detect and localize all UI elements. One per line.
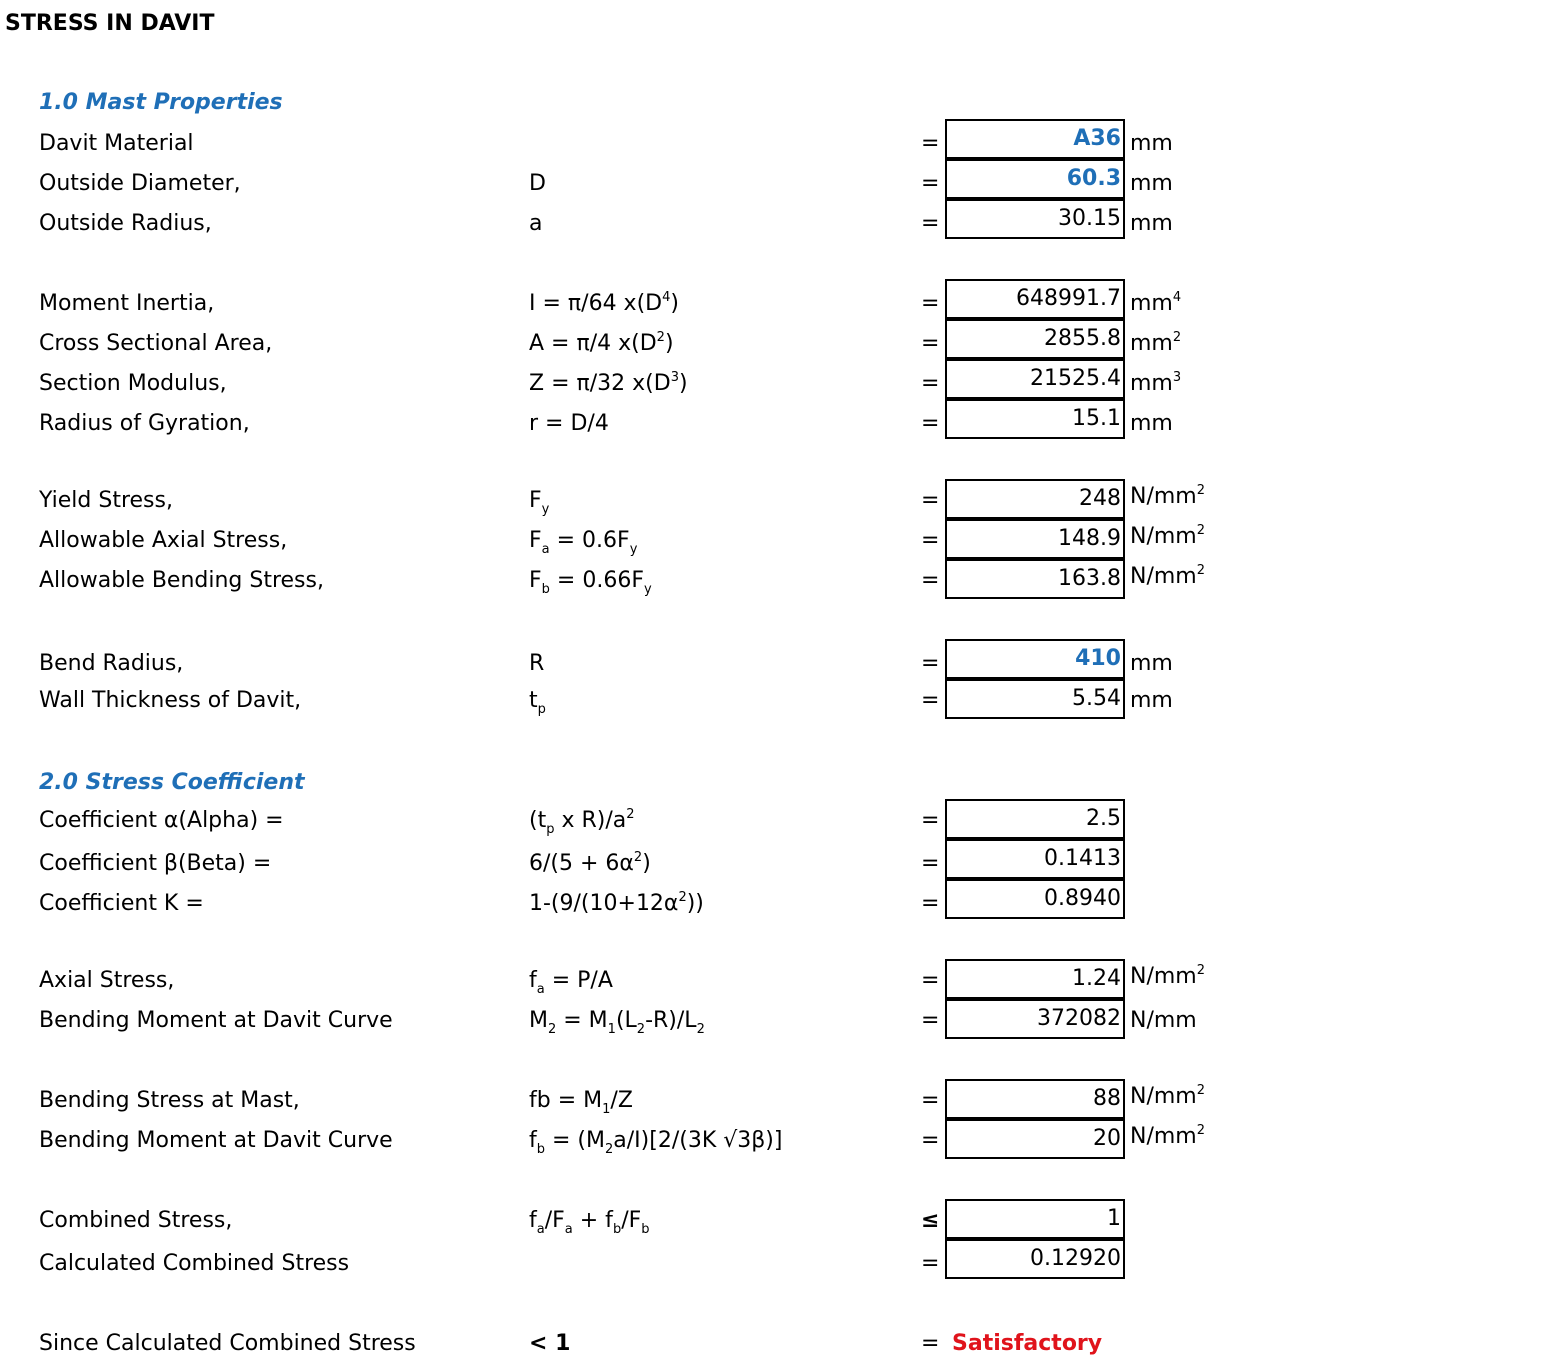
label-moment-inertia: Moment Inertia, xyxy=(39,291,215,316)
result-status: Satisfactory xyxy=(952,1331,1103,1356)
formula-bending-moment-davit-curve-2: $f_b = (M_2a/I)[2/(3K$ √3β)] xyxy=(529,1128,783,1157)
equals-sign: = xyxy=(921,411,940,436)
label-coefficient-alpha: Coefficient α(Alpha) = xyxy=(39,808,284,833)
formula-radius-of-gyration: r = D/4 xyxy=(529,411,609,436)
equals-sign: = xyxy=(921,488,940,513)
value-allowable-bending-stress: 163.8 xyxy=(1058,566,1121,591)
value-coefficient-k: 0.8940 xyxy=(1044,886,1121,911)
value-davit-material: A36 xyxy=(1073,126,1121,151)
value-cell-bend-radius[interactable] xyxy=(945,639,1125,679)
equals-sign: = xyxy=(921,528,940,553)
unit-cross-sectional-area: $mm^2$ xyxy=(1130,330,1182,356)
value-cell-coefficient-k[interactable] xyxy=(945,879,1125,919)
value-cell-combined-stress[interactable] xyxy=(945,1199,1125,1239)
label-outside-radius: Outside Radius, xyxy=(39,211,212,236)
unit-bend-radius: mm xyxy=(1130,651,1173,676)
label-bending-stress-mast: Bending Stress at Mast, xyxy=(39,1088,300,1113)
value-outside-radius: 30.15 xyxy=(1058,206,1121,231)
value-moment-inertia: 648991.7 xyxy=(1016,286,1121,311)
value-axial-stress: 1.24 xyxy=(1072,966,1121,991)
formula-coefficient-k: $1-(9/(10+12\alpha^2))$ xyxy=(529,890,704,916)
equals-sign: = xyxy=(921,331,940,356)
formula-wall-thickness: $t_p$ xyxy=(529,688,546,717)
value-bending-moment-davit-curve: 372082 xyxy=(1037,1006,1121,1031)
value-cell-wall-thickness[interactable] xyxy=(945,679,1125,719)
value-cell-section-modulus[interactable] xyxy=(945,359,1125,399)
unit-allowable-bending-stress: $N/mm^2$ xyxy=(1130,563,1206,589)
equals-sign: = xyxy=(921,1008,940,1033)
value-yield-stress: 248 xyxy=(1079,486,1121,511)
formula-bending-moment-davit-curve: $M_2 = M_1(L_2-R)/L_2$ xyxy=(529,1008,705,1037)
unit-outside-diameter: mm xyxy=(1130,171,1173,196)
page-title: STRESS IN DAVIT xyxy=(5,11,215,36)
equals-sign: = xyxy=(921,1251,940,1276)
label-yield-stress: Yield Stress, xyxy=(39,488,173,513)
value-cell-yield-stress[interactable] xyxy=(945,479,1125,519)
equals-sign: = xyxy=(921,211,940,236)
unit-radius-of-gyration: mm xyxy=(1130,411,1173,436)
equals-sign: = xyxy=(921,808,940,833)
formula-cross-sectional-area: A = π/4 $x(D^2)$ xyxy=(529,330,674,356)
formula-moment-inertia: I = π/64 $x(D^4)$ xyxy=(529,290,679,316)
formula-combined-stress: $f_a/F_a + f_b/F_b$ xyxy=(529,1208,650,1237)
value-cell-moment-inertia[interactable] xyxy=(945,279,1125,319)
value-cell-axial-stress[interactable] xyxy=(945,959,1125,999)
equals-sign: = xyxy=(921,851,940,876)
unit-bending-moment-davit-curve: N/mm xyxy=(1130,1008,1197,1033)
unit-moment-inertia: $mm^4$ xyxy=(1130,290,1182,316)
equals-sign: = xyxy=(921,891,940,916)
unit-bending-moment-davit-curve-2: $N/mm^2$ xyxy=(1130,1123,1206,1149)
value-cell-bending-moment-davit-curve-2[interactable] xyxy=(945,1119,1125,1159)
value-coefficient-beta: 0.1413 xyxy=(1044,846,1121,871)
label-bend-radius: Bend Radius, xyxy=(39,651,184,676)
value-bending-stress-mast: 88 xyxy=(1093,1086,1121,1111)
formula-bending-stress-mast: fb = $M_1/Z$ xyxy=(529,1088,633,1117)
formula-bend-radius: R xyxy=(529,651,545,676)
label-conclusion: Since Calculated Combined Stress xyxy=(39,1331,416,1356)
label-davit-material: Davit Material xyxy=(39,131,194,156)
value-cell-bending-stress-mast[interactable] xyxy=(945,1079,1125,1119)
equals-sign: = xyxy=(921,1128,940,1153)
label-allowable-axial-stress: Allowable Axial Stress, xyxy=(39,528,288,553)
section-heading-mast-properties: 1.0 Mast Properties xyxy=(39,90,283,115)
formula-coefficient-beta: $6/(5 + 6\alpha^2)$ xyxy=(529,850,651,876)
label-calculated-combined-stress: Calculated Combined Stress xyxy=(39,1251,350,1276)
less-equal-sign: ≤ xyxy=(921,1208,940,1233)
value-cell-coefficient-alpha[interactable] xyxy=(945,799,1125,839)
unit-section-modulus: $mm^3$ xyxy=(1130,370,1182,396)
equals-sign: = xyxy=(921,1331,940,1356)
equals-sign: = xyxy=(921,968,940,993)
formula-allowable-axial-stress: $F_a = 0.6F_y$ xyxy=(529,528,638,557)
formula-section-modulus: Z = π/32 $x(D^3)$ xyxy=(529,370,688,396)
label-allowable-bending-stress: Allowable Bending Stress, xyxy=(39,568,324,593)
label-coefficient-beta: Coefficient β(Beta) = xyxy=(39,851,272,876)
value-cell-bending-moment-davit-curve[interactable] xyxy=(945,999,1125,1039)
equals-sign: = xyxy=(921,688,940,713)
section-heading-stress-coefficient: 2.0 Stress Coefficient xyxy=(39,770,305,795)
value-cell-calculated-combined-stress[interactable] xyxy=(945,1239,1125,1279)
value-combined-stress: 1 xyxy=(1107,1206,1121,1231)
label-wall-thickness: Wall Thickness of Davit, xyxy=(39,688,302,713)
equals-sign: = xyxy=(921,291,940,316)
equals-sign: = xyxy=(921,651,940,676)
unit-bending-stress-mast: $N/mm^2$ xyxy=(1130,1083,1206,1109)
formula-coefficient-alpha: ($t_p$ x $R)/a^2$ xyxy=(529,807,635,837)
value-cell-outside-radius[interactable] xyxy=(945,199,1125,239)
value-cell-coefficient-beta[interactable] xyxy=(945,839,1125,879)
formula-axial-stress: $f_a = P/A$ xyxy=(529,968,613,997)
unit-allowable-axial-stress: $N/mm^2$ xyxy=(1130,523,1206,549)
label-bending-moment-davit-curve-2: Bending Moment at Davit Curve xyxy=(39,1128,393,1153)
value-radius-of-gyration: 15.1 xyxy=(1072,406,1121,431)
value-cross-sectional-area: 2855.8 xyxy=(1044,326,1121,351)
label-outside-diameter: Outside Diameter, xyxy=(39,171,241,196)
value-cell-allowable-bending-stress[interactable] xyxy=(945,559,1125,599)
unit-yield-stress: $N/mm^2$ xyxy=(1130,483,1206,509)
label-bending-moment-davit-curve: Bending Moment at Davit Curve xyxy=(39,1008,393,1033)
value-cell-davit-material[interactable] xyxy=(945,119,1125,159)
value-cell-radius-of-gyration[interactable] xyxy=(945,399,1125,439)
value-section-modulus: 21525.4 xyxy=(1030,366,1121,391)
label-section-modulus: Section Modulus, xyxy=(39,371,227,396)
value-bending-moment-davit-curve-2: 20 xyxy=(1093,1126,1121,1151)
formula-outside-diameter: D xyxy=(529,171,546,196)
value-cell-outside-diameter[interactable] xyxy=(945,159,1125,199)
label-combined-stress: Combined Stress, xyxy=(39,1208,233,1233)
equals-sign: = xyxy=(921,131,940,156)
equals-sign: = xyxy=(921,171,940,196)
value-wall-thickness: 5.54 xyxy=(1072,686,1121,711)
label-cross-sectional-area: Cross Sectional Area, xyxy=(39,331,273,356)
value-calculated-combined-stress: 0.12920 xyxy=(1030,1246,1121,1271)
value-cell-cross-sectional-area[interactable] xyxy=(945,319,1125,359)
formula-allowable-bending-stress: $F_b = 0.66F_y$ xyxy=(529,568,652,597)
label-axial-stress: Axial Stress, xyxy=(39,968,175,993)
formula-yield-stress: $F_y$ xyxy=(529,488,550,517)
value-cell-allowable-axial-stress[interactable] xyxy=(945,519,1125,559)
unit-davit-material: mm xyxy=(1130,131,1173,156)
formula-outside-radius: a xyxy=(529,211,543,236)
equals-sign: = xyxy=(921,1088,940,1113)
unit-axial-stress: $N/mm^2$ xyxy=(1130,963,1206,989)
formula-conclusion: < 1 xyxy=(529,1331,571,1356)
equals-sign: = xyxy=(921,371,940,396)
value-outside-diameter: 60.3 xyxy=(1066,166,1121,191)
equals-sign: = xyxy=(921,568,940,593)
unit-outside-radius: mm xyxy=(1130,211,1173,236)
value-allowable-axial-stress: 148.9 xyxy=(1058,526,1121,551)
unit-wall-thickness: mm xyxy=(1130,688,1173,713)
label-radius-of-gyration: Radius of Gyration, xyxy=(39,411,250,436)
label-coefficient-k: Coefficient K = xyxy=(39,891,204,916)
value-bend-radius: 410 xyxy=(1075,646,1121,671)
value-coefficient-alpha: 2.5 xyxy=(1086,806,1121,831)
